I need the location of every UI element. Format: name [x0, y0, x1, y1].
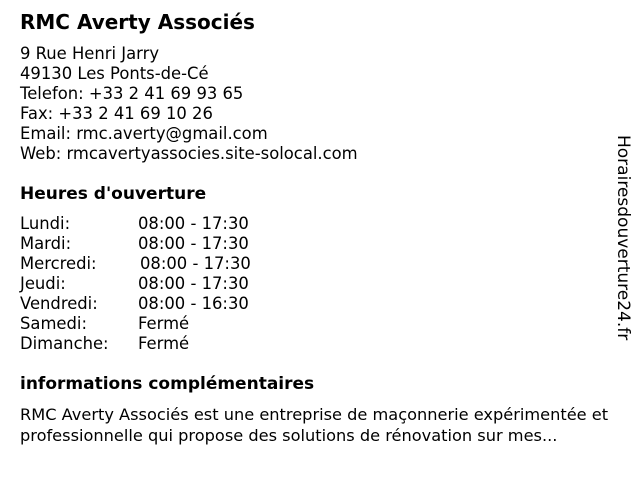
phone-line: Telefon: +33 2 41 69 93 65 [20, 84, 244, 103]
time-value: 08:00 - 16:30 [138, 294, 249, 313]
site-watermark: Horairesdouverture24.fr [613, 135, 633, 341]
day-label: Jeudi: [20, 274, 66, 293]
web-line: Web: rmcavertyassocies.site-solocal.com [20, 144, 358, 163]
day-label: Lundi: [20, 214, 71, 233]
time-value: 08:00 - 17:30 [138, 214, 249, 233]
address-city: 49130 Les Ponts-de-Cé [20, 64, 209, 83]
email-line: Email: rmc.averty@gmail.com [20, 124, 268, 143]
day-label: Dimanche: [20, 334, 109, 353]
time-value: Fermé [138, 334, 190, 353]
day-label: Samedi: [20, 314, 87, 333]
time-value: Fermé [138, 314, 190, 333]
contact-block [20, 44, 358, 164]
time-value: 08:00 - 17:30 [138, 274, 249, 293]
day-label: Mercredi: [20, 254, 97, 273]
hours-heading: Heures d'ouverture [20, 184, 207, 204]
time-value: 08:00 - 17:30 [138, 234, 249, 253]
info-heading: informations complémentaires [20, 374, 315, 394]
business-name: RMC Averty Associés [20, 10, 255, 34]
time-value: 08:00 - 17:30 [140, 254, 251, 273]
info-description: RMC Averty Associés est une entreprise de maçonnerie expérimentée et professionnelle qui propose des solutions de rénovation sur mes... [20, 405, 609, 445]
day-label: Mardi: [20, 234, 72, 253]
address-street: 9 Rue Henri Jarry [20, 44, 160, 63]
day-label: Vendredi: [20, 294, 98, 313]
fax-line: Fax: +33 2 41 69 10 26 [20, 104, 213, 123]
